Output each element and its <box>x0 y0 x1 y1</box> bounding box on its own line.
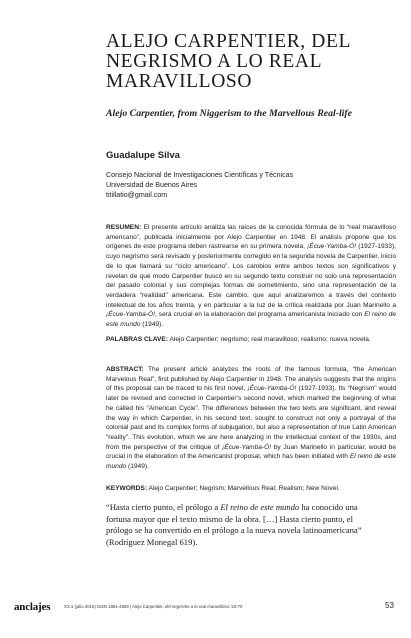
quote-citation: (Rodríguez Monegal 619). <box>106 536 198 547</box>
keywords-paragraph <box>106 484 396 494</box>
resumen-paragraph <box>106 223 396 330</box>
page-title <box>106 32 406 92</box>
affiliation-university: Universidad de Buenos Aires <box>106 181 198 189</box>
abstract-text: (1949). <box>126 463 149 471</box>
title-line-3: MARAVILLOSO <box>106 71 253 92</box>
resumen-text: (1927-1933), cuyo negrismo será revisado y posteriormente corregido en la segunda novela de Carpentier, inicio de lo que llamará su “ciclo americano”. Los cambios entre ambos textos son significativos y revelan de qué modo Carpentier buscó en su segundo texto construir no solo una representación del pasado colonial y sus complejas formas de sometimiento, sino una representación de la verdadera “realidad” americana. Este cambio, que aquí analizaremos a través del contexto intelectual de los años treinta, y en particular a la luz de la crítica realizada por Juan Marinello a <box>106 243 396 309</box>
palabras-clave-text: Alejo Carpentier; negrismo; real maravilloso; realismo; nueva novela. <box>168 336 371 343</box>
resumen-italic-title: ¡Écue-Yamba-Ó! <box>307 243 357 251</box>
author-name: Guadalupe Silva <box>106 150 180 161</box>
abstract-label: ABSTRACT: <box>106 366 144 373</box>
resumen-text: (1949). <box>140 321 164 329</box>
quote-text: “Hasta cierto punto, el prólogo a <box>106 502 221 512</box>
abstract-text: by Juan Marinello in particular, would be crucial in the elaboration of the Americanist proposal, which has been initiated with <box>106 443 396 461</box>
english-title: Alejo Carpentier, from Niggerism to the Marvellous Real-life <box>106 108 353 119</box>
resumen-text: , será crucial en la elaboración del programa americanista iniciado con <box>154 311 365 319</box>
resumen-italic-title: El reino de este mundo <box>106 311 396 329</box>
quote-line-2: fortuna mayor que el texto mismo de la obra. […] Hasta cierto punto, el <box>106 513 353 524</box>
keywords-text: Alejo Carpentier; Negrism; Marvellous Real; Realism; New Novel. <box>147 485 340 492</box>
affiliation-email: titillatio@gmail.com <box>106 191 168 199</box>
abstract-italic-title: ¡Écue-Yamba-Ó! <box>247 385 297 393</box>
abstract-text: (1927-1933). Its “Negrism” would later be revised and corrected in Carpentier’s second novel, which marked the beginning of what he called his “American Cycle”. The differences between the two texts are significant, and reveal the way in which Carpentier, in his second text, sought to construct not only a portrayal of the colonial past and its complex forms of subjugation, but also a representation of true Latin American “reality”. This evolution, which we are here analyzing in the intellectual context of the 1930s, and from the perspective of the critique of <box>106 385 396 451</box>
resumen-label: RESUMEN: <box>106 224 142 231</box>
affiliation-institution: Consejo Nacional de Investigaciones Científicas y Técnicas <box>106 171 294 179</box>
epigraph-quote <box>106 502 396 548</box>
quote-text: ha conocido una <box>299 502 358 512</box>
quote-italic-title: El reino de este mundo <box>220 502 300 512</box>
palabras-clave-label: PALABRAS CLAVE: <box>106 336 169 343</box>
palabras-clave-paragraph <box>106 335 396 345</box>
quote-line-1 <box>106 502 396 514</box>
page-number: 53 <box>385 601 394 610</box>
issue-info-text: XX.1 (julio 2016) ISSN 1851-4669 | Alejo Carpentier, <box>64 604 165 609</box>
title-line-2: NEGRISMO A LO REAL <box>106 51 323 72</box>
abstract-text: The present article analyzes the roots of the famous formula, “the American Marvelous Real”, first published by Alejo Carpentier in 1948. The analysis suggests that the origins of this proposal can be traced to his first novel, <box>106 366 396 393</box>
abstract-italic-title: ¡Écue-Yamba-Ó! <box>222 443 272 451</box>
issue-info-pages: : 53-70 <box>228 604 243 609</box>
keywords-label: KEYWORDS: <box>106 485 148 492</box>
abstract-paragraph <box>106 365 396 472</box>
title-line-1: ALEJO CARPENTIER, DEL <box>106 31 351 52</box>
author-affiliation <box>106 170 396 200</box>
journal-issue-info <box>64 604 334 609</box>
resumen-text: El presente artículo analiza las raíces de la conocida fórmula de lo “real maravilloso americano”, publicada inicialmente por Alejo Carpentier en 1948. El análisis propone que los orígenes de este programa deben rastrearse en su primera novela, <box>106 224 396 251</box>
abstract-italic-title: El reino de este mundo <box>106 453 396 471</box>
issue-info-italic: del negrismo a lo real maravilloso <box>164 604 229 609</box>
resumen-italic-title: ¡Écue-Yamba-Ó! <box>106 311 155 319</box>
quote-line-3: prólogo se ha convertido en el prólogo a la nueva novela latinoamericana” <box>106 525 362 535</box>
journal-logo: anclajes <box>14 601 51 613</box>
